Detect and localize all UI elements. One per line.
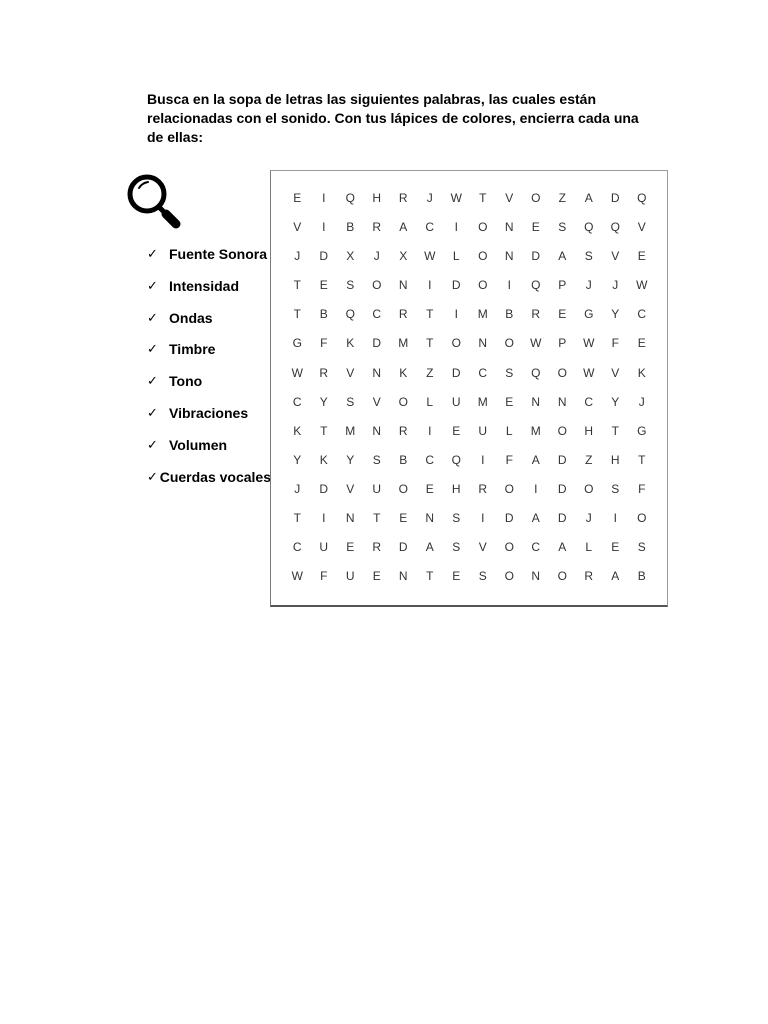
grid-cell[interactable]: I	[613, 511, 617, 526]
word-label: Timbre	[169, 341, 216, 358]
grid-cell[interactable]: E	[505, 394, 514, 409]
grid-cell[interactable]: J	[638, 394, 645, 409]
grid-cell[interactable]: W	[530, 336, 542, 351]
word-search-grid[interactable]	[284, 186, 656, 593]
grid-cell[interactable]: O	[584, 481, 594, 496]
grid-cell[interactable]: V	[478, 540, 487, 555]
grid-cell[interactable]: L	[585, 540, 593, 555]
grid-cell[interactable]: J	[585, 511, 592, 526]
grid-cell[interactable]: A	[558, 540, 567, 555]
grid-cell[interactable]: U	[345, 569, 355, 584]
grid-cell[interactable]: O	[557, 569, 567, 584]
grid-cell[interactable]: Y	[319, 394, 328, 409]
grid-cell[interactable]: U	[372, 481, 382, 496]
grid-cell[interactable]: O	[531, 191, 541, 205]
grid-cell[interactable]: P	[558, 336, 567, 351]
grid-cell[interactable]: W	[450, 191, 462, 205]
grid-cell[interactable]: E	[558, 307, 567, 322]
grid-cell[interactable]: C	[372, 307, 382, 322]
grid-cell[interactable]: I	[322, 191, 326, 205]
grid-cell[interactable]: K	[399, 365, 408, 380]
grid-cell[interactable]: I	[322, 511, 326, 526]
grid-cell[interactable]: B	[399, 452, 408, 467]
grid-cell[interactable]: C	[292, 394, 302, 409]
grid-cell[interactable]: Z	[426, 365, 434, 380]
grid-cell[interactable]: M	[345, 423, 356, 438]
grid-cell[interactable]: Z	[585, 452, 593, 467]
grid-cell[interactable]: F	[320, 336, 328, 351]
grid-cell[interactable]: C	[292, 540, 302, 555]
grid-cell[interactable]: R	[319, 365, 329, 380]
grid-cell[interactable]: V	[611, 365, 620, 380]
grid-cell[interactable]: D	[372, 336, 382, 351]
instructions-text: Busca en la sopa de letras las siguientes palabras, las cuales están relacionadas con el sonido. Con tus lápices de colores, encierra cada una de ellas:	[147, 91, 639, 145]
grid-cell[interactable]: O	[637, 511, 647, 526]
word-label: Intensidad	[169, 277, 240, 294]
grid-cell[interactable]: C	[584, 394, 594, 409]
grid-cell[interactable]: W	[583, 336, 595, 351]
grid-cell[interactable]: U	[451, 394, 461, 409]
grid-cell[interactable]: I	[454, 220, 458, 235]
grid-cell[interactable]: M	[477, 307, 488, 322]
grid-cell[interactable]: D	[451, 278, 461, 293]
grid-cell[interactable]: I	[454, 307, 458, 322]
grid-cell[interactable]: A	[399, 220, 408, 235]
grid-cell[interactable]: R	[372, 540, 382, 555]
word-item	[147, 339, 271, 371]
grid-cell[interactable]: R	[531, 307, 541, 322]
grid-cell[interactable]: Q	[345, 307, 355, 322]
grid-cell[interactable]: S	[584, 249, 593, 264]
grid-cell[interactable]: A	[611, 569, 620, 584]
check-icon: ✓	[147, 309, 158, 325]
grid-cell[interactable]: M	[398, 336, 409, 351]
grid-cell[interactable]: D	[398, 540, 408, 555]
grid-cell[interactable]: N	[504, 220, 514, 235]
grid-cell[interactable]: S	[346, 394, 355, 409]
grid-cell[interactable]: Q	[584, 220, 594, 235]
grid-cell[interactable]: E	[319, 278, 328, 293]
grid-cell[interactable]: B	[319, 307, 328, 322]
grid-cell[interactable]: E	[637, 336, 646, 351]
grid-cell[interactable]: K	[319, 452, 328, 467]
check-icon: ✓	[147, 277, 158, 293]
grid-cell[interactable]: M	[530, 423, 541, 438]
grid-cell[interactable]: N	[372, 365, 382, 380]
grid-cell[interactable]: T	[293, 278, 301, 293]
grid-cell[interactable]: K	[293, 423, 302, 438]
grid-cell[interactable]: O	[504, 540, 514, 555]
grid-cell[interactable]: N	[372, 423, 382, 438]
word-item	[147, 244, 271, 276]
word-label: Vibraciones	[169, 404, 249, 421]
grid-cell[interactable]: W	[424, 249, 436, 264]
grid-cell[interactable]: E	[346, 540, 355, 555]
grid-cell[interactable]: Q	[451, 452, 461, 467]
grid-cell[interactable]: J	[612, 278, 619, 293]
grid-cell[interactable]: T	[426, 307, 434, 322]
grid-cell[interactable]: L	[452, 249, 460, 264]
grid-cell[interactable]: O	[557, 423, 567, 438]
grid-cell[interactable]: C	[478, 365, 488, 380]
grid-cell[interactable]: B	[505, 307, 514, 322]
grid-cell[interactable]: S	[505, 365, 514, 380]
grid-cell[interactable]: O	[372, 278, 382, 293]
grid-cell[interactable]: W	[583, 365, 595, 380]
grid-cell[interactable]: P	[558, 278, 567, 293]
grid-cell[interactable]: R	[398, 307, 408, 322]
grid-cell[interactable]: D	[504, 511, 514, 526]
grid-cell[interactable]: Q	[531, 365, 541, 380]
grid-cell[interactable]: M	[477, 394, 488, 409]
grid-cell[interactable]: K	[637, 365, 646, 380]
word-label: Cuerdas vocales	[159, 468, 271, 485]
check-icon: ✓	[147, 468, 158, 484]
grid-cell[interactable]: O	[557, 365, 567, 380]
grid-cell[interactable]: W	[636, 278, 648, 293]
word-item	[147, 435, 271, 467]
grid-cell[interactable]: S	[372, 452, 381, 467]
grid-cell[interactable]: T	[611, 423, 619, 438]
grid-cell[interactable]: I	[428, 423, 432, 438]
grid-cell[interactable]: S	[637, 540, 646, 555]
grid-cell[interactable]: D	[557, 481, 567, 496]
grid-cell[interactable]: E	[452, 423, 461, 438]
grid-cell[interactable]: I	[534, 481, 538, 496]
grid-cell[interactable]: N	[531, 394, 541, 409]
grid-cell[interactable]: O	[398, 394, 408, 409]
check-icon: ✓	[147, 436, 158, 452]
grid-cell[interactable]: W	[291, 365, 303, 380]
grid-cell[interactable]: V	[346, 365, 355, 380]
grid-cell[interactable]: O	[504, 569, 514, 584]
grid-cell[interactable]: C	[425, 220, 435, 235]
grid-cell[interactable]: T	[293, 307, 301, 322]
grid-cell[interactable]: E	[372, 569, 381, 584]
grid-cell[interactable]: L	[505, 423, 513, 438]
grid-cell[interactable]: N	[557, 394, 567, 409]
grid-cell[interactable]: B	[346, 220, 355, 235]
grid-cell[interactable]: T	[638, 452, 646, 467]
word-item	[147, 371, 271, 403]
magnifier-icon	[124, 172, 184, 230]
grid-cell[interactable]: A	[425, 540, 434, 555]
grid-cell[interactable]: D	[451, 365, 461, 380]
grid-cell[interactable]: E	[637, 249, 646, 264]
check-icon: ✓	[147, 404, 158, 420]
check-icon: ✓	[147, 246, 158, 261]
grid-cell[interactable]: V	[372, 394, 381, 409]
grid-cell[interactable]: Y	[346, 452, 355, 467]
grid-cell[interactable]: K	[346, 336, 355, 351]
grid-cell[interactable]: I	[481, 511, 485, 526]
grid-cell[interactable]: R	[478, 481, 488, 496]
grid-cell[interactable]: Y	[293, 452, 302, 467]
grid-cell[interactable]: A	[558, 249, 567, 264]
grid-cell[interactable]: X	[346, 249, 355, 264]
grid-cell[interactable]: S	[346, 278, 355, 293]
grid-cell[interactable]: O	[478, 220, 488, 235]
grid-cell[interactable]: R	[584, 569, 594, 584]
grid-cell[interactable]: N	[504, 249, 514, 264]
grid-cell[interactable]: R	[398, 191, 408, 205]
grid-cell[interactable]: F	[611, 336, 619, 351]
grid-cell[interactable]: J	[373, 249, 380, 264]
grid-cell[interactable]: T	[426, 569, 434, 584]
check-icon: ✓	[147, 373, 158, 389]
grid-cell[interactable]: S	[611, 481, 620, 496]
grid-cell[interactable]: N	[531, 569, 541, 584]
grid-cell[interactable]: J	[294, 249, 301, 264]
grid-cell[interactable]: N	[425, 511, 435, 526]
grid-cell[interactable]: A	[584, 191, 593, 205]
grid-cell[interactable]: S	[558, 220, 567, 235]
grid-cell[interactable]: H	[610, 452, 620, 467]
grid-cell[interactable]: N	[345, 511, 355, 526]
grid-cell[interactable]: I	[428, 278, 432, 293]
grid-cell[interactable]: H	[584, 423, 594, 438]
grid-cell[interactable]: A	[531, 452, 540, 467]
grid-cell[interactable]: B	[637, 569, 646, 584]
grid-cell[interactable]: A	[531, 511, 540, 526]
word-item	[147, 276, 271, 308]
grid-cell[interactable]: D	[319, 249, 329, 264]
grid-cell[interactable]: O	[478, 278, 488, 293]
grid-cell[interactable]: H	[451, 481, 461, 496]
grid-cell[interactable]: I	[481, 452, 485, 467]
grid-cell[interactable]: N	[398, 278, 408, 293]
grid-cell[interactable]: H	[372, 191, 382, 205]
grid-cell[interactable]: N	[478, 336, 488, 351]
grid-cell[interactable]: D	[557, 511, 567, 526]
grid-cell[interactable]: T	[479, 191, 487, 205]
word-item	[147, 308, 271, 340]
grid-cell[interactable]: I	[507, 278, 511, 293]
grid-cell[interactable]: R	[372, 220, 382, 235]
grid-cell[interactable]: G	[292, 336, 302, 351]
grid-cell[interactable]: F	[638, 481, 646, 496]
grid-cell[interactable]: W	[291, 569, 303, 584]
grid-cell[interactable]: V	[293, 220, 302, 235]
grid-cell[interactable]: L	[426, 394, 434, 409]
grid-cell[interactable]: N	[398, 569, 408, 584]
grid-cell[interactable]: C	[531, 540, 541, 555]
grid-cell[interactable]: F	[505, 452, 513, 467]
grid-cell[interactable]: U	[319, 540, 329, 555]
grid-cell[interactable]: Q	[531, 278, 541, 293]
word-item	[147, 467, 271, 499]
grid-cell[interactable]: Y	[611, 394, 620, 409]
grid-cell[interactable]: D	[557, 452, 567, 467]
grid-cell[interactable]: T	[293, 511, 301, 526]
grid-cell[interactable]: E	[452, 569, 461, 584]
grid-cell[interactable]: E	[611, 540, 620, 555]
word-label: Volumen	[169, 436, 228, 453]
grid-cell[interactable]: O	[504, 336, 514, 351]
grid-cell[interactable]: T	[320, 423, 328, 438]
grid-cell[interactable]: G	[584, 307, 594, 322]
grid-cell[interactable]: E	[425, 481, 434, 496]
grid-cell[interactable]: Q	[637, 191, 647, 205]
grid-cell[interactable]: C	[425, 452, 435, 467]
word-item	[147, 403, 271, 435]
grid-cell[interactable]: D	[610, 191, 620, 205]
grid-cell[interactable]: C	[637, 307, 647, 322]
grid-cell[interactable]: D	[319, 481, 329, 496]
grid-cell[interactable]: E	[293, 191, 302, 205]
grid-cell[interactable]: Z	[558, 191, 566, 205]
word-label: Fuente Sonora	[169, 246, 268, 262]
grid-cell[interactable]: G	[637, 423, 647, 438]
grid-cell[interactable]: T	[373, 511, 381, 526]
grid-cell[interactable]: Q	[345, 191, 355, 205]
grid-cell[interactable]: Y	[611, 307, 620, 322]
grid-cell[interactable]: J	[294, 481, 301, 496]
grid-cell[interactable]: O	[504, 481, 514, 496]
grid-cell[interactable]: E	[531, 220, 540, 235]
grid-cell[interactable]: V	[637, 220, 646, 235]
word-label: Tono	[169, 373, 203, 390]
grid-cell[interactable]: S	[452, 511, 461, 526]
grid-cell[interactable]: O	[451, 336, 461, 351]
grid-cell[interactable]: V	[346, 481, 355, 496]
grid-cell[interactable]: R	[398, 423, 408, 438]
grid-cell[interactable]: D	[531, 249, 541, 264]
grid-cell[interactable]: T	[426, 336, 434, 351]
word-list	[147, 244, 271, 498]
grid-cell[interactable]: X	[399, 249, 408, 264]
check-icon: ✓	[147, 341, 158, 357]
grid-cell[interactable]: J	[426, 191, 433, 205]
grid-cell[interactable]: F	[320, 569, 328, 584]
grid-cell[interactable]: S	[478, 569, 487, 584]
word-label: Ondas	[169, 309, 213, 326]
grid-cell[interactable]: V	[611, 249, 620, 264]
grid-cell[interactable]: E	[399, 511, 408, 526]
grid-cell[interactable]: O	[478, 249, 488, 264]
grid-cell[interactable]: J	[585, 278, 592, 293]
grid-cell[interactable]: Q	[610, 220, 620, 235]
grid-cell[interactable]: V	[505, 191, 514, 205]
grid-cell[interactable]: O	[398, 481, 408, 496]
grid-cell[interactable]: S	[452, 540, 461, 555]
grid-cell[interactable]: I	[322, 220, 326, 235]
grid-cell[interactable]: U	[478, 423, 488, 438]
